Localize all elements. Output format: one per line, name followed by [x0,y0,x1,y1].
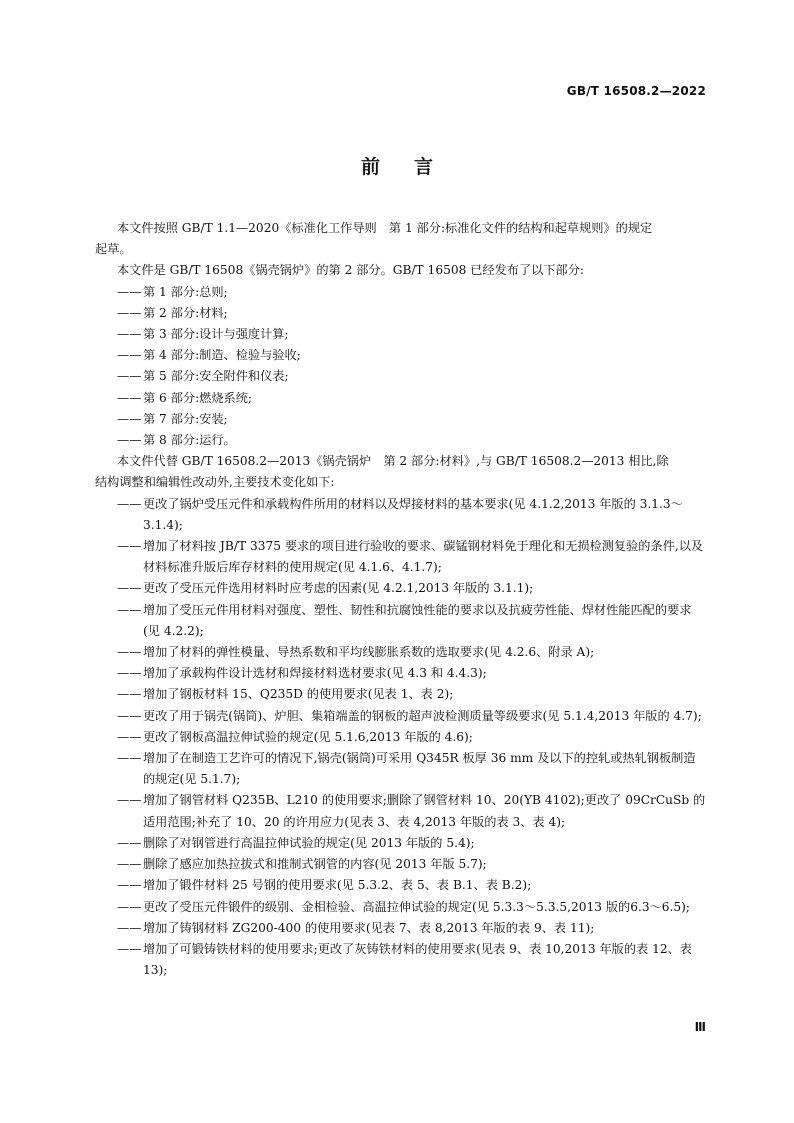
change-item-text: 增加了可锻铸铁材料的使用要求;更改了灰铸铁材料的使用要求(见表 9、表 10,2013 年版的表 12、表 13); [143,941,692,978]
page-heading: 前言 [360,156,467,178]
list-dash: —— [117,411,142,426]
part-item [117,366,707,387]
change-item-text: 更改了钢板高温拉伸试验的规定(见 5.1.6,2013 年版的 4.6); [143,729,473,744]
change-item-text: 删除了对钢管进行高温拉伸试验的规定(见 2013 年版的 5.4); [143,835,475,850]
change-item-text: 增加了在制造工艺许可的情况下,锅壳(锅筒)可采用 Q345R 板厚 36 mm 及以下的控轧或热轧钢板制造的规定(见 5.1.7); [143,751,696,787]
intro-paragraph-2 [117,260,707,281]
change-item-text: 更改了受压元件选用材料时应考虑的因素(见 4.2.1,2013 年版的 3.1.1); [143,581,534,596]
change-item-text: 增加了锻件材料 25 号钢的使用要求(见 5.3.2、表 5、表 B.1、表 B.2); [143,878,532,893]
change-item-text: 删除了感应加热拉拔式和推制式钢管的内容(见 2013 年版 5.7); [143,857,487,872]
list-dash: —— [117,729,142,744]
intro-line-1: 本文件按照 GB/T 1.1—2020《标准化工作导则 第 1 部分:标准化文件的结构和起草规则》的规定 [117,221,653,235]
part-item [117,430,707,451]
list-dash: —— [117,433,142,448]
change-item [117,897,707,918]
change-item-text: 增加了钢板材料 15、Q235D 的使用要求(见表 1、表 2); [143,687,454,702]
change-item [117,536,707,578]
part-item [117,303,707,324]
change-item [117,684,707,705]
list-dash: —— [117,920,142,935]
change-item [117,706,707,727]
change-item [117,663,707,684]
part-item-text: 第 5 部分:安全附件和仪表; [143,369,289,384]
replace-line-1: 本文件代替 GB/T 16508.2—2013《锅壳锅炉 第 2 部分:材料》,与 GB/T 16508.2—2013 相比,除 [117,454,669,469]
intro-paragraph-1-cont [95,239,707,260]
intro-paragraph-1 [117,218,707,239]
change-item-text: 增加了钢管材料 Q235B、L210 的使用要求;删除了钢管材料 10、20(YB 4102);更改了 09CrCuSb 的适用范围;补充了 10、20 的许用应力(见表 3、表 4,2013 年版的表 3、表 4); [143,793,706,829]
change-item [117,790,707,832]
change-item-text: 增加了铸钢材料 ZG200-400 的使用要求(见表 7、表 8,2013 年版的表 9、表 11); [143,920,595,935]
list-dash: —— [117,835,142,850]
list-dash: —— [117,602,142,617]
change-item [117,833,707,854]
list-dash: —— [117,941,142,956]
list-dash: —— [117,369,142,384]
list-dash: —— [117,793,142,808]
part-item-text: 第 4 部分:制造、检验与验收; [143,348,301,363]
change-item [117,875,707,896]
change-item-text: 增加了受压元件用材料对强度、塑性、韧性和抗腐蚀性能的要求以及抗疲劳性能、焊材性能匹配的要求(见 4.2.2); [143,602,692,638]
list-dash: —— [117,305,142,320]
part-item [117,409,707,430]
part-item [117,345,707,366]
change-item [117,600,707,642]
list-dash: —— [117,708,142,723]
list-dash: —— [117,687,142,702]
change-item [117,748,707,790]
change-item-text: 增加了材料的弹性模量、导热系数和平均线膨胀系数的选取要求(见 4.2.6、附录 A); [143,645,595,660]
change-item [117,494,707,536]
replace-line-2: 结构调整和编辑性改动外,主要技术变化如下: [95,475,335,490]
part-item-text: 第 2 部分:材料; [143,305,228,320]
list-dash: —— [117,666,142,681]
parts-intro: 本文件是 GB/T 16508《锅壳锅炉》的第 2 部分。GB/T 16508 已经发布了以下部分: [117,263,584,278]
list-dash: —— [117,348,142,363]
intro-paragraph-3-cont [95,472,707,493]
part-item-text: 第 3 部分:设计与强度计算; [143,327,289,342]
change-item [117,578,707,599]
document-body [95,218,707,981]
change-item-text: 更改了受压元件锻件的级别、金相检验、高温拉伸试验的规定(见 5.3.3～5.3.5,2013 版的6.3～6.5); [143,899,691,914]
list-dash: —— [117,496,142,511]
part-item-text: 第 6 部分:燃烧系统; [143,390,253,405]
changes-list [117,494,707,982]
list-dash: —— [117,751,142,766]
list-dash: —— [117,878,142,893]
part-item [117,388,707,409]
change-item-text: 增加了承载构件设计选材和焊接材料选材要求(见 4.3 和 4.4.3); [143,666,487,681]
part-item [117,282,707,303]
change-item [117,918,707,939]
part-item-text: 第 1 部分:总则; [143,284,228,299]
intro-line-2: 起草。 [95,242,132,257]
list-dash: —— [117,327,142,342]
change-item [117,854,707,875]
change-item-text: 更改了用于锅壳(锅筒)、炉胆、集箱端盖的钢板的超声波检测质量等级要求(见 5.1.4,2013 年版的 4.7); [143,708,702,723]
list-dash: —— [117,284,142,299]
list-dash: —— [117,645,142,660]
page-number: Ⅲ [694,1020,706,1034]
list-dash: —— [117,899,142,914]
change-item [117,939,707,981]
part-item-text: 第 8 部分:运行。 [143,433,236,448]
change-item-text: 增加了材料按 JB/T 3375 要求的项目进行验收的要求、碳锰钢材料免于理化和无损检测复验的条件,以及材料标准升版后库存材料的使用规定(见 4.1.6、4.1.7); [143,539,704,575]
parts-list [117,282,707,452]
part-item [117,324,707,345]
list-dash: —— [117,581,142,596]
list-dash: —— [117,539,142,554]
change-item [117,642,707,663]
change-item [117,727,707,748]
standard-code: GB/T 16508.2—2022 [566,84,706,98]
change-item-text: 更改了锅炉受压元件和承载构件所用的材料以及焊接材料的基本要求(见 4.1.2,2013 年版的 3.1.3～3.1.4); [143,496,683,532]
intro-paragraph-3 [117,451,707,472]
list-dash: —— [117,857,142,872]
part-item-text: 第 7 部分:安装; [143,411,228,426]
list-dash: —— [117,390,142,405]
